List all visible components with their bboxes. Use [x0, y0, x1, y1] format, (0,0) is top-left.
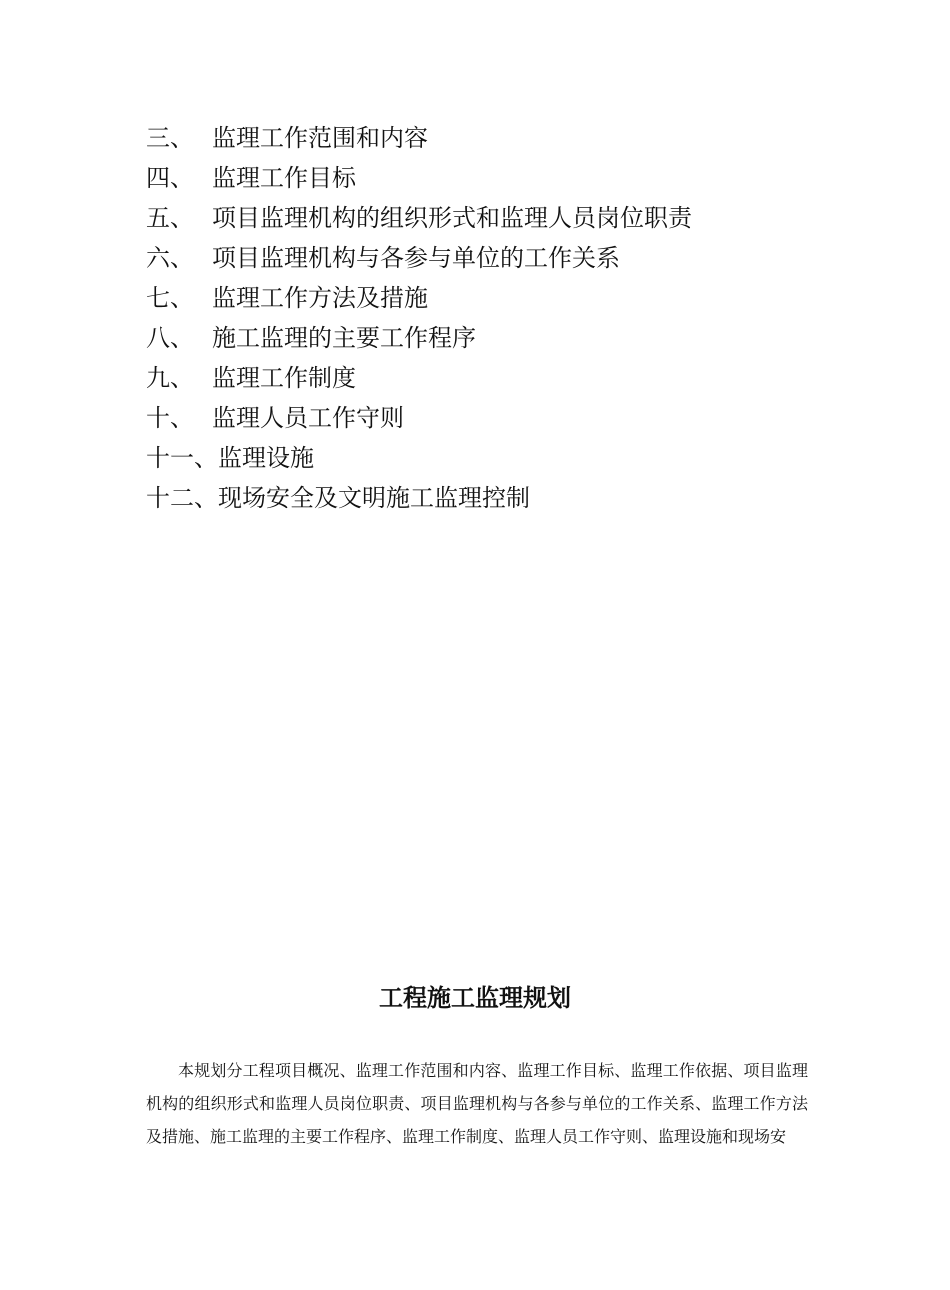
table-of-contents — [146, 118, 846, 518]
toc-item-text: 监理工作方法及措施 — [212, 284, 428, 312]
toc-item-number: 十、 — [146, 404, 194, 432]
toc-item — [146, 358, 846, 398]
toc-item — [146, 198, 846, 238]
toc-item-text: 监理设施 — [218, 444, 314, 472]
toc-item — [146, 318, 846, 358]
toc-item-text: 监理人员工作守则 — [212, 404, 404, 432]
toc-item — [146, 478, 846, 518]
toc-item-number: 九、 — [146, 364, 194, 392]
toc-item — [146, 398, 846, 438]
toc-item — [146, 278, 846, 318]
toc-item-text: 项目监理机构与各参与单位的工作关系 — [212, 244, 620, 272]
toc-item-text: 监理工作范围和内容 — [212, 124, 428, 152]
toc-item-number: 十二、 — [146, 484, 218, 512]
document-title: 工程施工监理规划 — [379, 984, 571, 1012]
toc-item-text: 监理工作目标 — [212, 164, 356, 192]
toc-item-number: 四、 — [146, 164, 194, 192]
toc-item-number: 十一、 — [146, 444, 218, 472]
toc-item-number: 八、 — [146, 324, 194, 352]
intro-paragraph: 本规划分工程项目概况、监理工作范围和内容、监理工作目标、监理工作依据、项目监理机构的组织形式和监理人员岗位职责、项目监理机构与各参与单位的工作关系、监理工作方法及措施、施工监理的主要工作程序、监理工作制度、监理人员工作守则、监理设施和现场安 — [146, 1061, 808, 1146]
toc-item-number: 五、 — [146, 204, 194, 232]
toc-item-number: 七、 — [146, 284, 194, 312]
toc-item-text: 项目监理机构的组织形式和监理人员岗位职责 — [212, 204, 692, 232]
toc-item-text: 施工监理的主要工作程序 — [212, 324, 476, 352]
toc-item-number: 三、 — [146, 124, 194, 152]
toc-item — [146, 118, 846, 158]
toc-item-text: 监理工作制度 — [212, 364, 356, 392]
toc-item — [146, 238, 846, 278]
toc-item-number: 六、 — [146, 244, 194, 272]
toc-item — [146, 438, 846, 478]
toc-item-text: 现场安全及文明施工监理控制 — [218, 484, 530, 512]
toc-item — [146, 158, 846, 198]
